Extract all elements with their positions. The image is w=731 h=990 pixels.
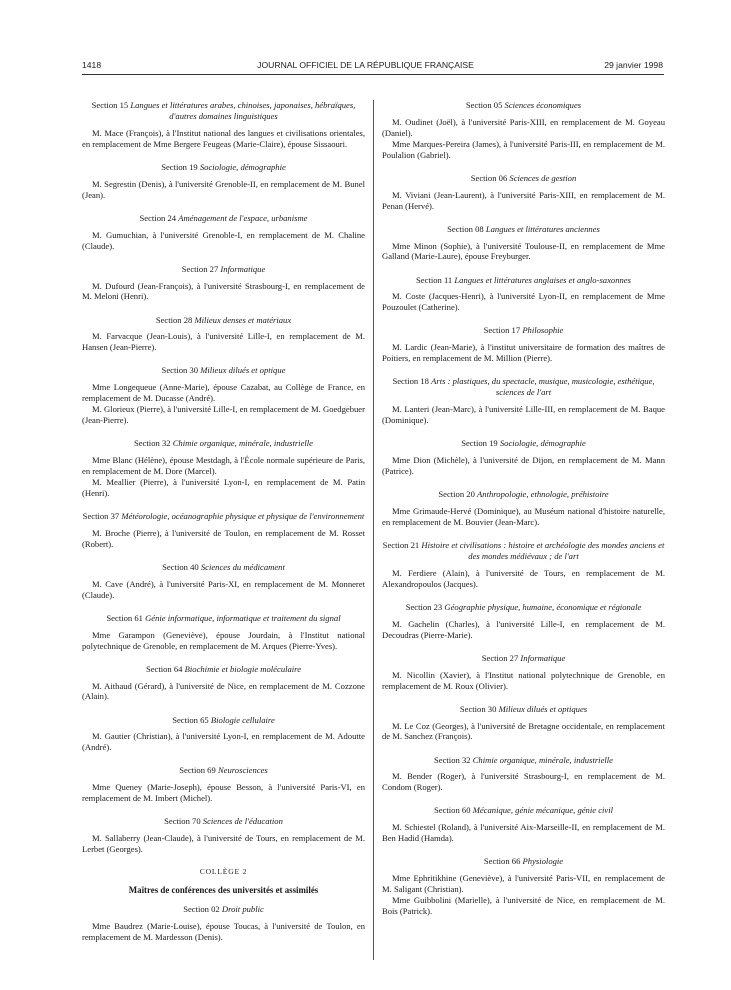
appointment-entry: Mme Queney (Marie-Joseph), épouse Besson, à l'université Paris-VI, en remplacement de M. Imbert (Michel). [82,782,365,804]
appointment-entry: Mme Longequeue (Anne-Marie), épouse Cazabat, au Collège de France, en remplacement de M. Ducasse (André). [82,382,365,404]
section-number: Section 17 [483,325,521,336]
section-block [82,315,365,354]
appointment-entry: M. Glorieux (Pierre), à l'université Lille-I, en remplacement de M. Goedgebuer (Jean-Pierre). [82,404,365,426]
appointment-entry: M. Farvacque (Jean-Louis), à l'université Lille-I, en remplacement de M. Hansen (Jean-Pierre). [82,331,365,353]
section-title: Biochimie et biologie moléculaire [184,663,302,674]
section-block [382,755,665,794]
journal-title: JOURNAL OFFICIEL DE LA RÉPUBLIQUE FRANÇAISE [257,60,474,70]
section-heading [82,664,365,675]
section-number: Section 64 [145,663,183,674]
section-block [382,540,665,590]
section-title: Langues et littératures anciennes [485,223,600,234]
section-title: Droit public [221,904,264,915]
college-label: COLLÈGE 2 [199,867,248,877]
appointment-entry: M. Meallier (Pierre), à l'université Lyon-I, en remplacement de M. Patin (Henri). [82,476,365,498]
section-number: Section 02 [183,904,220,915]
section-title: Sociologie, démographie [499,438,586,449]
section-block [82,562,365,601]
section-number: Section 15 [91,100,129,110]
section-title: Langues et littératures anglaises et anglo-saxonnes [454,274,631,285]
header-rule [82,74,664,75]
appointment-entry: M. Mace (François), à l'Institut national des langues et civilisations orientales, en remplacement de Mme Bergere Feugeas (Marie-Claire), épouse Sissaouri. [82,127,365,149]
appointment-entry: M. Schiestel (Roland), à l'université Aix-Marseille-II, en remplacement de M. Ben Hadid (Hamda). [382,822,665,844]
section-heading [82,613,365,624]
section-title: Sciences du médicament [200,561,285,572]
section-heading [382,540,665,562]
section-heading [82,162,365,173]
section-title: Arts : plastiques, du spectacle, musique, musicologie, esthétique, sciences de l'art [431,376,655,398]
section-number: Section 32 [434,754,471,765]
section-title: Philosophie [522,325,564,336]
section-heading [82,765,365,776]
appointment-entry: M. Ferdiere (Alain), à l'université de Tours, en remplacement de M. Alexandropoulos (Jacques). [382,567,665,589]
right-column [382,100,665,929]
section-number: Section 06 [470,172,508,183]
section-heading [82,816,365,827]
section-block [382,325,665,364]
section-number: Section 11 [416,274,453,285]
section-title: Chimie organique, minérale, industrielle [472,754,613,765]
section-title: Sciences de gestion [509,172,577,183]
appointment-entry: Mme Garampon (Geneviève), épouse Jourdain, à l'Institut national polytechnique de Grenoble, en remplacement de M. Arques (Pierre-Yves). [82,629,365,651]
section-number: Section 61 [106,612,143,623]
section-number: Section 21 [382,539,420,550]
section-number: Section 40 [162,561,199,572]
section-title: Informatique [520,652,566,663]
section-title: Langues et littératures arabes, chinoises, japonaises, hébraïques, d'autres domaines linguistiques [130,100,356,121]
appointment-entry: M. Cave (André), à l'université Paris-XI, en remplacement de M. Monneret (Claude). [82,578,365,600]
appointment-entry: Mme Dion (Michèle), à l'université de Dijon, en remplacement de M. Mann (Patrice). [382,455,665,476]
section-heading [382,755,665,766]
college-heading: Maîtres de conférences des universités et assimilés [128,885,319,896]
section-block [382,173,665,212]
appointment-entry: Mme Baudrez (Marie-Louise), épouse Toucas, à l'université de Toulon, en remplacement de M. Mardesson (Denis). [82,920,365,942]
section-title: Histoire et civilisations : histoire et archéologie des mondes anciens et des mondes médiévaux ; de l'art [421,539,665,561]
section-title: Neurosciences [217,765,268,776]
section-heading [82,213,365,224]
section-number: Section 37 [82,510,120,521]
section-block [382,224,665,263]
section-block [382,438,665,477]
section-title: Milieux dilués et optiques [498,703,588,714]
section-number: Section 23 [405,601,443,612]
appointment-entry: M. Dufourd (Jean-François), à l'université Strasbourg-I, en remplacement de M. Meloni (Henri). [82,280,365,302]
section-title: Sciences de l'éducation [202,816,283,827]
appointment-entry: M. Gumuchian, à l'université Grenoble-I, en remplacement de M. Chaline (Claude). [82,229,365,251]
section-title: Sociologie, démographie [199,161,286,172]
section-heading [82,100,365,122]
publication-date: 29 janvier 1998 [604,60,663,70]
section-title: Biologie cellulaire [210,714,275,725]
section-block [382,100,665,161]
appointment-entry: M. Broche (Pierre), à l'université de Toulon, en remplacement de M. Rosset (Robert). [82,527,365,549]
appointment-entry: Mme Minon (Sophie), à l'université Toulouse-II, en remplacement de Mme Galland (Marie-Laure), épouse Freyburger. [382,240,665,262]
section-block [82,664,365,703]
section-number: Section 60 [434,805,471,816]
section-heading [382,376,665,398]
appointment-entry: M. Lardic (Jean-Marie), à l'institut universitaire de formation des maîtres de Poitiers, en remplacement de M. Million (Pierre). [382,342,665,364]
page-number: 1418 [82,60,102,70]
section-heading [82,365,365,376]
section-number: Section 70 [164,816,201,827]
section-number: Section 05 [465,100,503,110]
section-title: Milieux dilués et optique [200,365,286,376]
section-block [82,438,365,499]
appointment-entry: M. Oudinet (Joël), à l'université Paris-XIII, en remplacement de M. Goyeau (Daniel). [382,116,665,138]
appointment-entry: M. Viviani (Jean-Laurent), à l'université Paris-XIII, en remplacement de M. Penan (Hervé). [382,189,665,211]
section-block [82,100,365,150]
section-block [82,162,365,201]
section-number: Section 28 [155,314,193,325]
section-block [382,602,665,641]
section-heading [82,511,365,522]
section-title: Informatique [220,263,266,274]
section-block [82,264,365,303]
section-number: Section 69 [179,765,216,776]
section-number: Section 27 [481,652,519,663]
section-block [82,365,365,426]
section-heading [382,173,665,184]
section-heading [382,275,665,286]
section-heading [82,904,365,915]
section-number: Section 32 [134,438,171,449]
section-number: Section 20 [438,489,475,500]
section-number: Section 24 [139,212,177,223]
appointment-entry: Mme Blanc (Hélène), épouse Mestdagh, à l'École normale supérieure de Paris, en remplacement de M. Dore (Marcel). [82,455,365,476]
section-block [382,704,665,743]
section-block [82,715,365,754]
section-title: Mécanique, génie mécanique, génie civil [472,805,613,816]
section-number: Section 18 [392,376,429,387]
section-number: Section 08 [447,223,484,234]
section-title: Génie informatique, informatique et traitement du signal [145,612,341,623]
section-block [82,213,365,252]
section-block [382,653,665,692]
section-number: Section 27 [181,263,219,274]
section-title: Aménagement de l'espace, urbanisme [178,212,308,223]
appointment-entry: M. Gautier (Christian), à l'université Lyon-I, en remplacement de M. Adoutte (André). [82,731,365,753]
section-number: Section 66 [483,856,521,867]
section-heading [382,325,665,336]
appointment-entry: M. Coste (Jacques-Henri), à l'université Lyon-II, en remplacement de Mme Pouzoulet (Catherine). [382,291,665,313]
section-title: Géographie physique, humaine, économique et régionale [444,601,642,612]
section-title: Anthropologie, ethnologie, préhistoire [477,489,609,500]
section-block [82,904,365,943]
section-heading [382,602,665,613]
appointment-entry: M. Nicollin (Xavier), à l'Institut national polytechnique de Grenoble, en remplacement de M. Roux (Olivier). [382,669,665,691]
section-block [382,275,665,314]
section-heading [82,562,365,573]
section-block [82,613,365,652]
section-title: Sciences économiques [504,100,582,110]
appointment-entry: Mme Guibbolini (Marielle), à l'université de Nice, en remplacement de M. Bois (Patrick). [382,895,665,916]
section-title: Physiologie [522,856,564,867]
section-heading [382,489,665,500]
section-block [82,816,365,855]
section-title: Météorologie, océanographie physique et physique de l'environnement [121,510,365,521]
section-number: Section 65 [172,714,209,725]
appointment-entry: M. Gachelin (Charles), à l'université Lille-I, en remplacement de M. Decoudras (Pierre-Marie). [382,618,665,640]
section-heading [82,715,365,726]
section-heading [382,653,665,664]
appointment-entry: M. Le Coz (Georges), à l'université de Bretagne occidentale, en remplacement de M. Sanchez (François). [382,720,665,742]
section-number: Section 30 [459,703,497,714]
section-heading [382,224,665,235]
section-heading [382,856,665,867]
appointment-entry: M. Aithaud (Gérard), à l'université de Nice, en remplacement de M. Cozzone (Alain). [82,680,365,702]
section-heading [82,438,365,449]
section-number: Section 19 [161,161,198,172]
section-block [82,511,365,550]
section-heading [382,805,665,816]
section-number: Section 30 [161,365,199,376]
section-heading [382,438,665,449]
section-heading [382,704,665,715]
section-block [382,856,665,917]
section-title: Milieux denses et matériaux [194,314,292,325]
appointment-entry: M. Bender (Roger), à l'université Strasbourg-I, en remplacement de M. Condom (Roger). [382,771,665,793]
section-heading [82,264,365,275]
section-heading [382,100,665,111]
section-number: Section 19 [461,438,498,449]
appointment-entry: Mme Marques-Pereira (James), à l'université Paris-III, en remplacement de M. Poulalion (Gabriel). [382,138,665,160]
appointment-entry: M. Segrestin (Denis), à l'université Grenoble-II, en remplacement de M. Bunel (Jean). [82,178,365,200]
appointment-entry: M. Sallaberry (Jean-Claude), à l'université de Tours, en remplacement de M. Lerbet (Georges). [82,833,365,855]
left-column [82,100,365,955]
section-block [382,376,665,426]
section-block [82,765,365,804]
appointment-entry: Mme Ephritikhine (Geneviève), à l'université Paris-VII, en remplacement de M. Saligant (Christian). [382,873,665,895]
appointment-entry: Mme Grimaude-Hervé (Dominique), au Muséum national d'histoire naturelle, en remplacement de M. Bouvier (Jean-Marc). [382,505,665,527]
appointment-entry: M. Lanteri (Jean-Marc), à l'université Lille-III, en remplacement de M. Baque (Dominique). [382,404,665,426]
section-heading [82,315,365,326]
section-block [382,489,665,528]
section-title: Chimie organique, minérale, industrielle [172,438,313,449]
column-divider [373,100,374,960]
section-block [382,805,665,844]
